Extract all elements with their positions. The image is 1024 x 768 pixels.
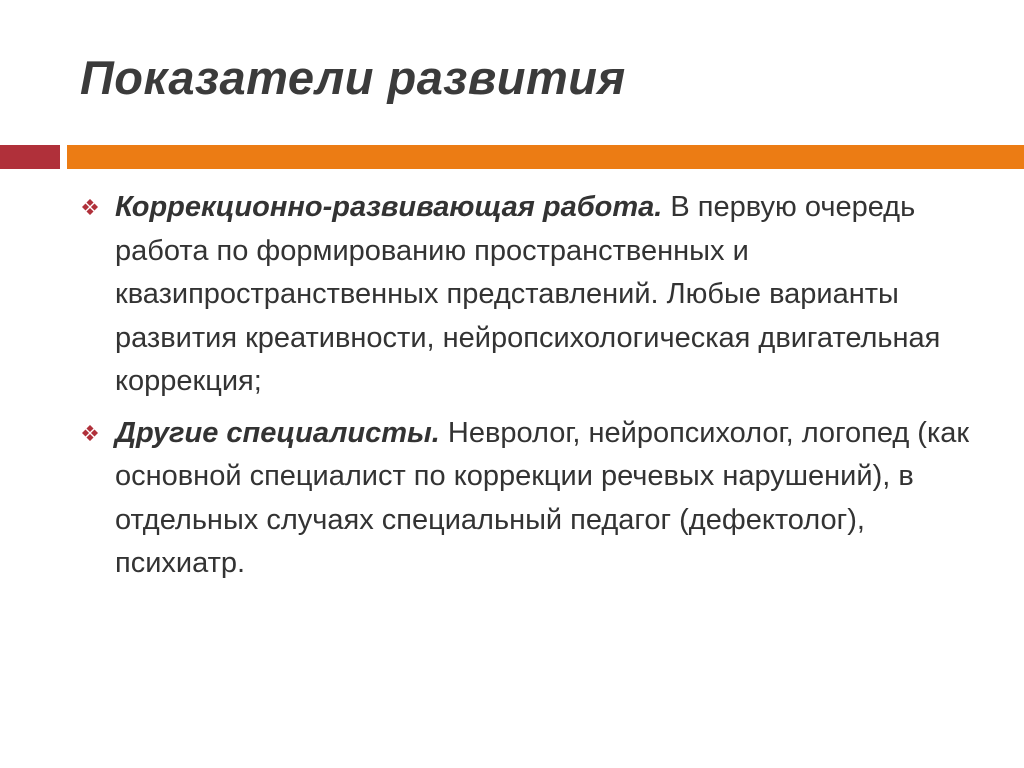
bullet-lead: Другие специалисты. xyxy=(115,416,440,449)
bullet-text: Невролог, нейропсихолог, логопед (как основной специалист по коррекции речевых нарушений), в отдельных случаях специальный педагог (дефектолог), психиатр. xyxy=(115,416,970,579)
bullet-list xyxy=(80,186,980,594)
bullet-text: В первую очередь работа по формированию пространственных и квазипространственных представлений. Любые варианты развития креативности, нейропсихологическая двигательная коррекция; xyxy=(115,191,941,397)
bullet-item xyxy=(80,186,980,404)
title-accent-bar-right xyxy=(67,145,1024,169)
title-accent-bar-left xyxy=(0,145,60,169)
bullet-item xyxy=(80,412,980,586)
diamond-bullet-icon xyxy=(82,425,98,441)
slide-title: Показатели развития xyxy=(80,51,626,104)
diamond-bullet-icon xyxy=(82,199,98,215)
bullet-lead: Коррекционно-развивающая работа. xyxy=(115,191,663,223)
